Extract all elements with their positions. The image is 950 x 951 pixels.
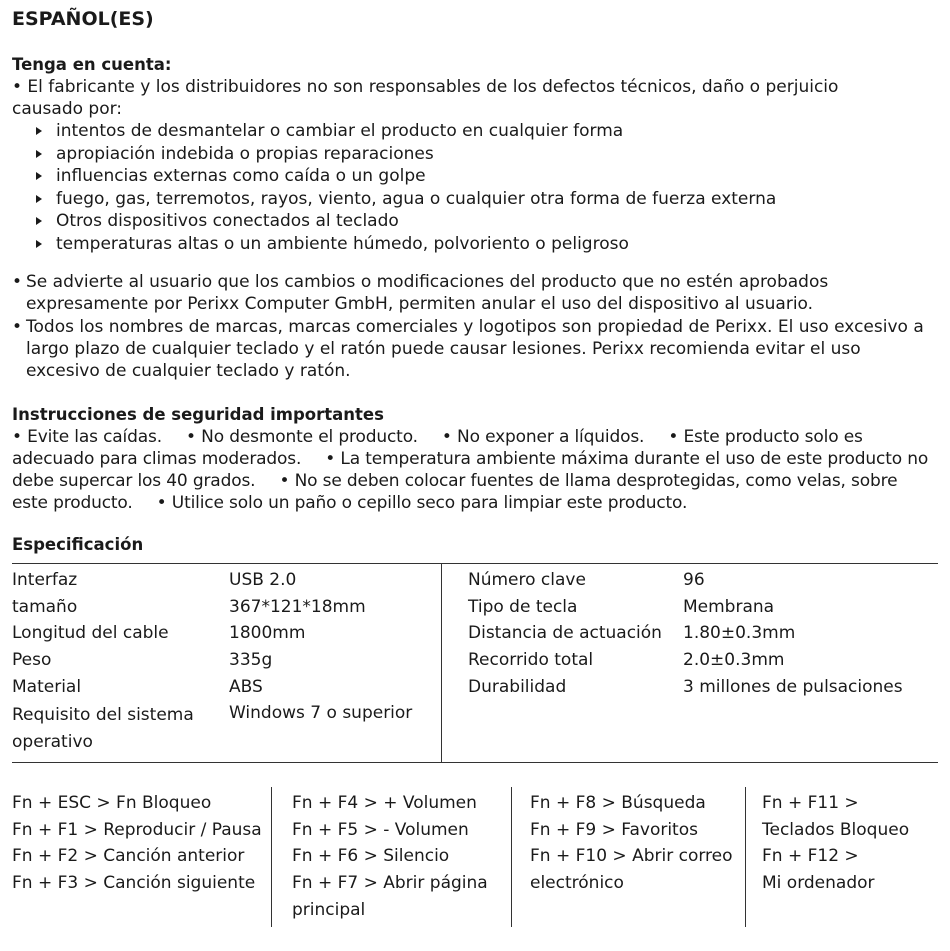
safety-item: • La temperatura ambiente máxima durante el uso de este producto no debe supercar los 40 grados. [12, 449, 929, 491]
fn-shortcut: Fn + F8 > Búsqueda [530, 793, 706, 813]
trademark-warning: • Todos los nombres de marcas, marcas comerciales y logotipos son propiedad de Perixx. El uso excesivo a largo plazo de cualquier teclado y el ratón puede causar lesiones. Perixx recomienda evitar el uso excesivo de cualquier teclado y ratón. [12, 317, 924, 381]
triangle-bullet-icon [36, 240, 42, 248]
list-item: intentos de desmantelar o cambiar el producto en cualquier forma [36, 120, 916, 143]
safety-item: • No desmonte el producto. [186, 427, 418, 447]
triangle-bullet-icon [36, 195, 42, 203]
spec-value: 1.80±0.3mm [683, 623, 796, 644]
spec-key: Tipo de tecla [468, 596, 578, 617]
triangle-bullet-icon [36, 150, 42, 158]
fn-shortcut: Fn + F5 > - Volumen [292, 819, 469, 840]
modification-warning: • Se advierte al usuario que los cambios o modificaciones del producto que no estén aprobados expresamente por Perixx Computer GmbH, permiten anular el uso del dispositivo al usuario. [12, 272, 829, 314]
table-row [12, 676, 432, 703]
spec-table-right [468, 569, 938, 702]
fn-shortcut: Fn + F6 > Silencio [292, 846, 450, 867]
fn-column-divider [745, 787, 746, 927]
fn-keys-column-4 [762, 792, 909, 899]
safety-item: • Utilice solo un paño o cepillo seco para limpiar este producto. [156, 493, 688, 513]
fn-shortcut-continued: Mi ordenador [762, 873, 875, 894]
spec-key: Recorrido total [468, 650, 594, 671]
spec-key: Distancia de actuación [468, 623, 662, 644]
triangle-bullet-icon [36, 172, 42, 180]
table-row [12, 596, 432, 623]
fn-shortcut: Fn + ESC > Fn Bloqueo [12, 793, 212, 813]
spec-bottom-rule [12, 762, 938, 763]
safety-item: • No exponer a líquidos. [441, 427, 645, 447]
fn-column-divider [511, 787, 512, 927]
language-title: ESPAÑOL(ES) [12, 8, 154, 30]
fn-shortcut-continued: electrónico [530, 873, 624, 894]
table-row [468, 596, 938, 623]
fn-shortcut-continued: Teclados Bloqueo [762, 819, 910, 840]
spec-value: 335g [229, 650, 273, 671]
spec-value: Membrana [683, 596, 775, 617]
spec-table-left [12, 569, 432, 753]
safety-instructions [12, 426, 938, 514]
fn-shortcut: Fn + F10 > Abrir correo [530, 846, 733, 867]
fn-keys-column-2 [292, 792, 488, 925]
fn-shortcut: Fn + F3 > Canción siguiente [12, 873, 256, 894]
list-item: apropiación indebida o propias reparaciones [36, 143, 916, 166]
spec-value: 367*121*18mm [229, 596, 366, 617]
spec-key: Longitud del cable [12, 623, 169, 644]
fn-shortcut: Fn + F4 > + Volumen [292, 793, 477, 813]
spec-key: Requisito del sistema operativo [12, 705, 194, 753]
spec-top-rule [12, 563, 938, 564]
triangle-bullet-icon [36, 217, 42, 225]
table-row [468, 676, 938, 703]
spec-heading: Especificación [12, 535, 144, 554]
liability-intro: • El fabricante y los distribuidores no son responsables de los defectos técnicos, daño o perjuicio causado por: [12, 77, 839, 119]
spec-value: USB 2.0 [229, 570, 297, 590]
spec-column-divider [441, 563, 442, 762]
spec-value: 2.0±0.3mm [683, 650, 785, 671]
table-row [468, 622, 938, 649]
fn-shortcut: Fn + F11 > [762, 793, 859, 813]
fn-shortcut-continued: principal [292, 899, 366, 920]
spec-value: 1800mm [229, 623, 306, 644]
fn-shortcut: Fn + F7 > Abrir página [292, 873, 488, 894]
fn-shortcut: Fn + F9 > Favoritos [530, 819, 698, 840]
fn-shortcut: Fn + F12 > [762, 846, 859, 867]
spec-key: Peso [12, 650, 52, 671]
list-item: temperaturas altas o un ambiente húmedo, polvoriento o peligroso [36, 233, 916, 256]
spec-value: Windows 7 o superior [229, 703, 413, 724]
safety-item: • No se deben colocar fuentes de llama desprotegidas, como velas, sobre este producto. [12, 471, 898, 513]
spec-key: Interfaz [12, 570, 78, 590]
fn-column-divider [271, 787, 272, 927]
table-row [468, 649, 938, 676]
table-row [12, 702, 432, 753]
list-item: fuego, gas, terremotos, rayos, viento, agua o cualquier otra forma de fuerza externa [36, 188, 916, 211]
safety-item: • Este producto solo es adecuado para climas moderados. [12, 427, 863, 469]
spec-value: 96 [683, 570, 705, 590]
spec-key: Material [12, 676, 82, 697]
safety-item: • Evite las caídas. [12, 427, 162, 447]
triangle-bullet-icon [36, 127, 42, 135]
spec-key: Durabilidad [468, 676, 567, 697]
table-row [12, 649, 432, 676]
fn-shortcut: Fn + F1 > Reproducir / Pausa [12, 819, 262, 840]
spec-value: 3 millones de pulsaciones [683, 676, 903, 697]
spec-value: ABS [229, 676, 263, 697]
list-item: Otros dispositivos conectados al teclado [36, 210, 916, 233]
liability-causes-list [36, 120, 916, 255]
list-item: influencias externas como caída o un golpe [36, 165, 916, 188]
fn-keys-column-3 [530, 792, 733, 899]
table-row [468, 569, 938, 596]
note-heading: Tenga en cuenta: [12, 55, 172, 74]
spec-key: tamaño [12, 596, 78, 617]
spec-key: Número clave [468, 570, 586, 590]
fn-keys-column-1 [12, 792, 262, 899]
safety-heading: Instrucciones de seguridad importantes [12, 405, 384, 424]
fn-shortcut: Fn + F2 > Canción anterior [12, 846, 245, 867]
table-row [12, 622, 432, 649]
table-row [12, 569, 432, 596]
